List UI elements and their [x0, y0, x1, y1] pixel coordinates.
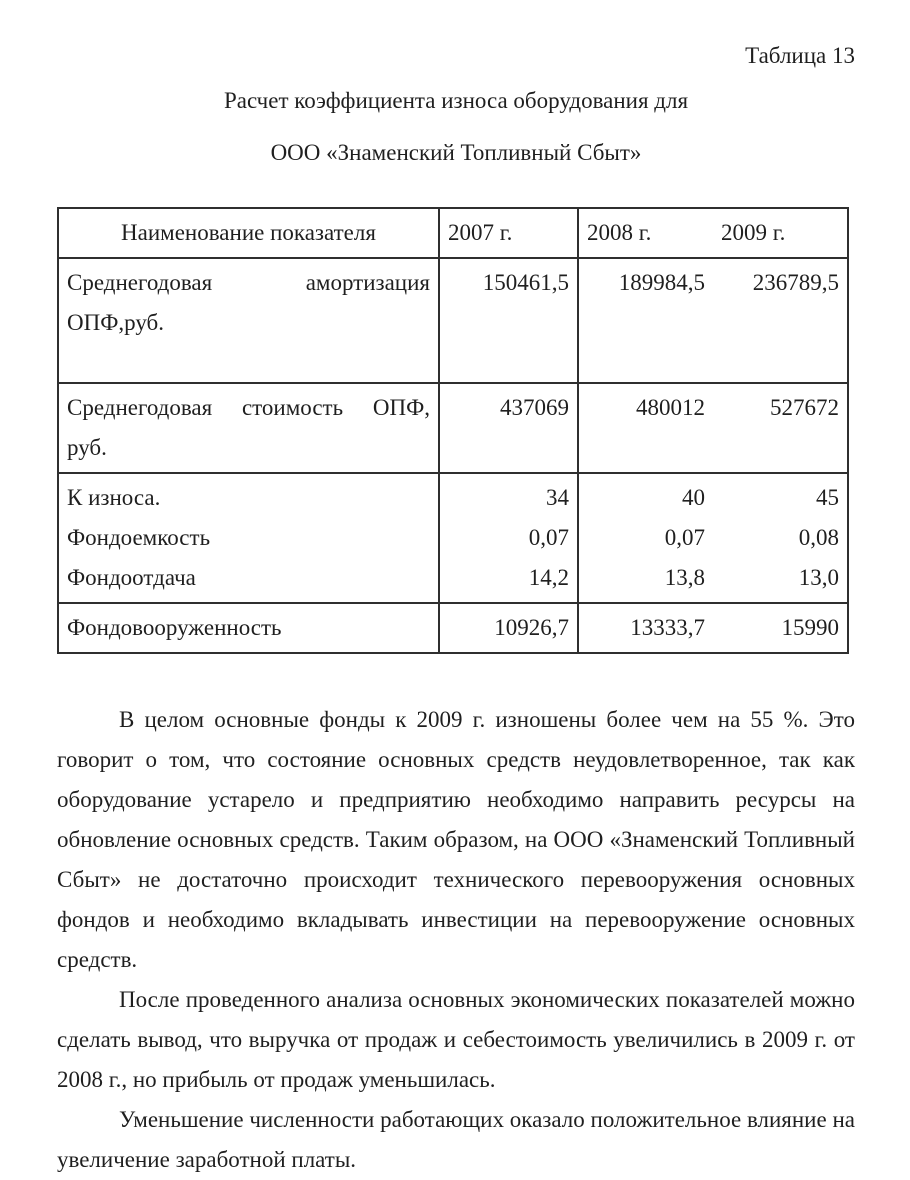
amortization-2009: 236789,5 — [713, 258, 848, 383]
capital-2009: 15990 — [713, 603, 848, 653]
amortization-name-line1: Среднегодовая амортизация — [67, 270, 430, 295]
amortization-2007: 150461,5 — [439, 258, 578, 383]
metric-wear-name: К износа. — [67, 485, 161, 510]
amortization-name-line2: ОПФ,руб. — [67, 310, 164, 335]
cost-2007: 437069 — [439, 383, 578, 473]
metrics-2007-cell: 34 0,07 14,2 — [439, 473, 578, 603]
metric-intensity-name: Фондоемкость — [67, 525, 211, 550]
header-year-2009: 2009 г. — [713, 208, 848, 258]
metrics-2008-cell: 40 0,07 13,8 — [578, 473, 713, 603]
capital-2008: 13333,7 — [578, 603, 713, 653]
table-caption: Таблица 13 — [745, 43, 855, 68]
table-header-row — [58, 208, 848, 258]
table-row-amortization — [58, 258, 848, 383]
header-year-2008: 2008 г. — [578, 208, 713, 258]
indicators-table-wrapper — [57, 207, 847, 654]
capital-name: Фондовооруженность — [58, 603, 439, 653]
amortization-2008: 189984,5 — [578, 258, 713, 383]
capital-2007: 10926,7 — [439, 603, 578, 653]
metrics-name-cell — [58, 473, 439, 603]
cost-2009: 527672 — [713, 383, 848, 473]
doc-title-line2: ООО «Знаменский Топливный Сбыт» — [270, 140, 642, 165]
body-paragraph-2: После проведенного анализа основных экономических показателей можно сделать вывод, что выручка от продаж и себестоимость увеличились в 2009 г. от 2008 г., но прибыль от продаж уменьшилась. — [57, 987, 855, 1092]
cost-name-line2: руб. — [67, 435, 107, 460]
table-row-metrics — [58, 473, 848, 603]
metrics-2009-cell: 45 0,08 13,0 — [713, 473, 848, 603]
doc-title-line1: Расчет коэффициента износа оборудования для — [223, 88, 689, 113]
table-row-capital-ratio — [58, 603, 848, 653]
cost-name-cell — [58, 383, 439, 473]
header-year-2007: 2007 г. — [439, 208, 578, 258]
table-row-cost — [58, 383, 848, 473]
body-paragraph-1: В целом основные фонды к 2009 г. изношены более чем на 55 %. Это говорит о том, что состояние основных средств неудовлетворенное, так как оборудование устарело и предприятию необходимо направить ресурсы на обновление основных средств. Таким образом, на ООО «Знаменский Топливный Сбыт» не достаточно происходит технического перевооружения основных фондов и необходимо вкладывать инвестиции на перевооружение основных средств. — [57, 707, 855, 972]
indicators-table — [57, 207, 849, 654]
body-paragraph-3: Уменьшение численности работающих оказало положительное влияние на увеличение заработной платы. — [57, 1107, 855, 1172]
cost-2008: 480012 — [578, 383, 713, 473]
header-indicator-name: Наименование показателя — [58, 208, 439, 258]
amortization-name-cell — [58, 258, 439, 383]
cost-name-line1: Среднегодовая стоимость ОПФ, — [67, 395, 430, 420]
metric-output-name: Фондоотдача — [67, 565, 196, 590]
body-text-block — [57, 700, 855, 1180]
